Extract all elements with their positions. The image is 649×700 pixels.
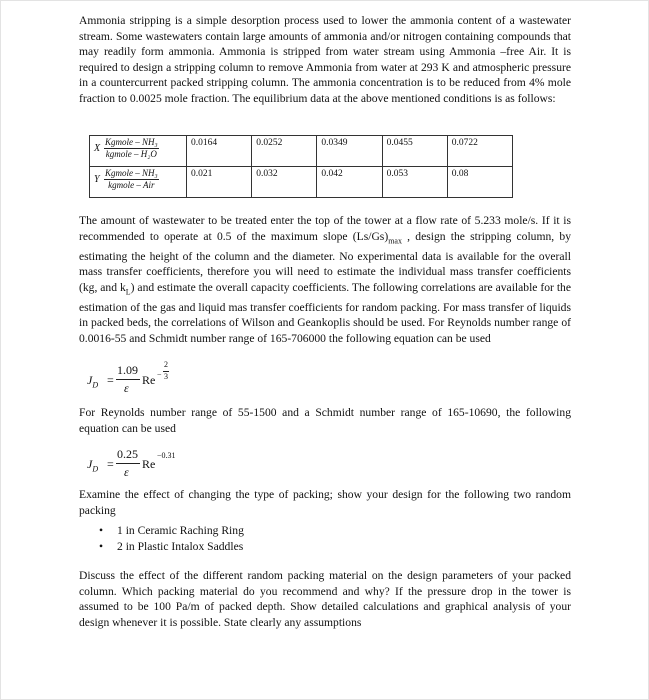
- y-value-cell: 0.032: [252, 167, 317, 198]
- max-subscript: max: [388, 235, 402, 245]
- flow-rate-paragraph: [79, 213, 571, 346]
- y-label-cell: [90, 167, 187, 198]
- eq1-exp-sign: −: [157, 370, 162, 379]
- eq2-numerator: 0.25: [117, 447, 138, 461]
- examine-paragraph: Examine the effect of changing the type of packing; show your design for the following two random packing: [79, 488, 571, 517]
- flow-text-c: ) and estimate the overall capacity coefficients. The following correlations are available for the estimation of the gas and liquid mas transfer coefficients for random packing. For mass transfer of liquids in packed beds, the correlations of Wilson and Geankoplis should be used. For Reynolds number range of 0.0016-55 and Schmidt number range of 165-706000 the following equation can be used: [79, 280, 571, 345]
- eq2-jd: $J_D$: [87, 457, 99, 474]
- list-item: • 1 in Ceramic Raching Ring: [99, 523, 244, 539]
- eq1-re: Re: [142, 373, 156, 387]
- list-item: • 2 in Plastic Intalox Saddles: [99, 539, 244, 555]
- packing-list: [99, 523, 244, 555]
- equation-jd-1: [87, 360, 197, 407]
- equation-jd-2: [87, 447, 197, 491]
- eq1-exp-den: 3: [164, 372, 168, 381]
- y-value-cell: 0.042: [317, 167, 382, 198]
- eq1-exp-num: 2: [164, 360, 168, 369]
- eq2-exponent: −0.31: [157, 451, 176, 460]
- eq1-jd: $J_D$: [87, 373, 99, 390]
- table-row-y: [90, 167, 513, 198]
- eq1-denominator: ε: [124, 381, 129, 395]
- x-value-cell: 0.0164: [187, 136, 252, 167]
- second-range-paragraph: For Reynolds number range of 55-1500 and a Schmidt number range of 165-10690, the following equation can be used: [79, 406, 571, 435]
- x-value-cell: 0.0722: [447, 136, 512, 167]
- x-unit-fraction: [104, 137, 159, 160]
- y-value-cell: 0.021: [187, 167, 252, 198]
- x-value-cell: 0.0252: [252, 136, 317, 167]
- flow-text-b: , design the stripping column, by estimating the height of the column and the diameter. No experimental data is available for the overall mass transfer coefficients, therefore you will need to estimate the individual mass transfer coefficients (kg, and k: [79, 229, 571, 294]
- x-label-cell: [90, 136, 187, 167]
- discuss-paragraph: Discuss the effect of the different random packing material on the design parameters of your packed column. Which packing material do you recommend and why? If the pressure drop in the tower is assumed to be 100 Pa/m of packed depth. Show detailed calculations and graphical analysis of your design whenever it is possible. State clearly any assumptions: [79, 569, 571, 629]
- x-symbol: X: [94, 143, 101, 154]
- intro-paragraph: Ammonia stripping is a simple desorption process used to lower the ammonia content of a wastewater stream. Some wastewaters contain large amounts of ammonia and/or nitrogen containing compounds that may readily form ammonia. Ammonia is stripped from water stream using Ammonia –free Air. It is required to design a stripping column to remove Ammonia from water at 293 K and atmospheric pressure in a countercurrent packed stripping column. The ammonia concentration is to be reduced from 4% mole fraction to 0.0025 mole fraction. The equilibrium data at the above mentioned conditions is as follows:: [79, 14, 571, 105]
- eq1-numerator: 1.09: [117, 363, 138, 377]
- eq2-fraction-bar: [116, 463, 140, 464]
- equilibrium-data-table: [89, 135, 513, 198]
- eq2-equals: =: [107, 457, 114, 471]
- eq1-equals: =: [107, 373, 114, 387]
- y-symbol: Y: [94, 174, 100, 185]
- kl-subscript: L: [125, 287, 131, 296]
- y-unit-denominator: kgmole – Air: [108, 180, 155, 190]
- y-unit-numerator: Kgmole – NH₃: [105, 168, 158, 178]
- y-value-cell: 0.053: [382, 167, 447, 198]
- table-row-x: [90, 136, 513, 167]
- x-value-cell: 0.0455: [382, 136, 447, 167]
- x-unit-denominator: kgmole – H₂O: [105, 149, 157, 159]
- eq2-denominator: ε: [124, 465, 129, 479]
- flow-text-a: The amount of wastewater to be treated enter the top of the tower at a flow rate of 5.233 mole/s. If it is recommended to operate at 0.5 of the maximum slope (Ls/Gs): [79, 214, 571, 243]
- eq2-re: Re: [142, 457, 156, 471]
- y-unit-fraction: [104, 168, 159, 191]
- x-value-cell: 0.0349: [317, 136, 382, 167]
- eq1-fraction-bar: [116, 379, 140, 380]
- y-value-cell: 0.08: [447, 167, 512, 198]
- x-unit-numerator: Kgmole – NH₃: [105, 137, 158, 147]
